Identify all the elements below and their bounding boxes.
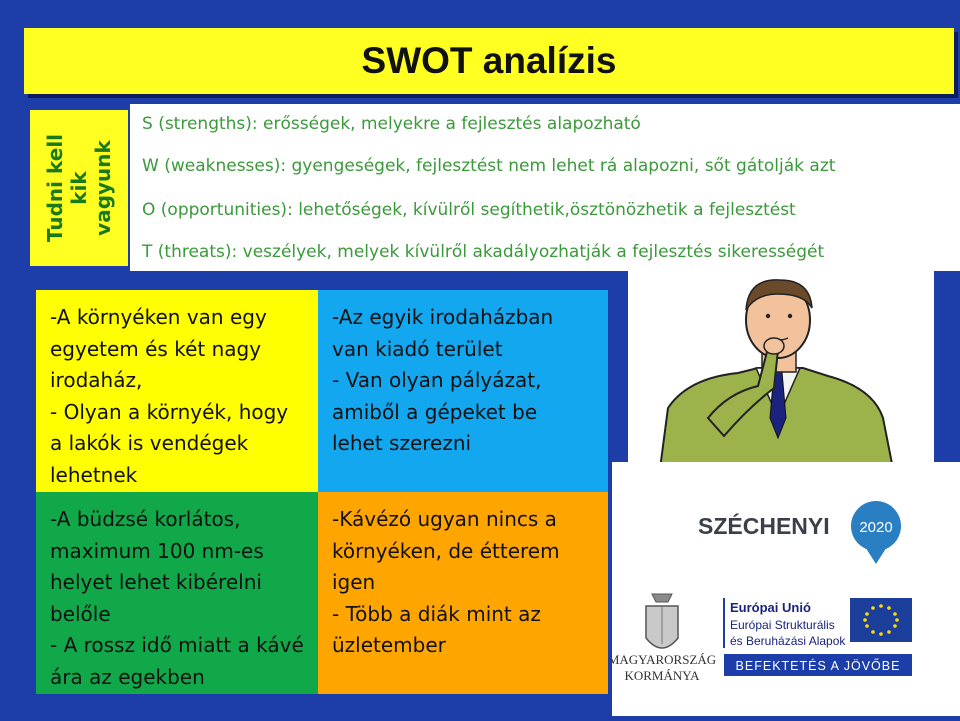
hungary-line2: KORMÁNYA — [624, 668, 700, 683]
strengths-definition: S (strengths): erősségek, melyekre a fejlesztés alapozható — [142, 114, 641, 134]
threats-quadrant — [318, 492, 608, 694]
strengths-quadrant — [36, 290, 318, 492]
thinking-man-illustration — [628, 268, 934, 484]
szechenyi-pin-tail — [862, 542, 890, 564]
eu-title: Európai Unió — [730, 600, 811, 615]
page-title: SWOT analízis — [361, 40, 617, 81]
opportunities-definition: O (opportunities): lehetőségek, kívülről segíthetik,ösztönözhetik a fejlesztést — [142, 200, 796, 220]
logos-svg — [612, 462, 960, 716]
weaknesses-text: -A büdzsé korlátos, maximum 100 nm-es helyet lehet kibérelni belőle - A rossz idő miatt a kávé ára az egekben — [50, 507, 304, 689]
eu-line2: Európai Strukturális — [730, 618, 835, 632]
eu-logo — [724, 598, 912, 676]
threats-text: -Kávézó ugyan nincs a környéken, de étterem igen - Több a diák mint az üzletember — [332, 507, 560, 657]
szechenyi-text: SZÉCHENYI — [698, 513, 830, 539]
funding-logos — [612, 462, 960, 716]
szechenyi-logo — [698, 501, 901, 564]
threats-definition: T (threats): veszélyek, melyek kívülről akadályozhatják a fejlesztés sikerességét — [142, 242, 825, 262]
strengths-text: -A környéken van egy egyetem és két nagy irodaház, - Olyan a környék, hogy a lakók is vendégek lehetnek — [50, 305, 289, 487]
side-label-line: vagyunk — [91, 140, 115, 236]
opportunities-text: -Az egyik irodaházban van kiadó terület - Van olyan pályázat, amiből a gépeket be lehet szerezni — [332, 305, 554, 455]
side-label-line: Tudni kell — [43, 133, 67, 243]
weaknesses-quadrant — [36, 492, 326, 694]
side-label-box — [30, 110, 128, 266]
hungary-line1: MAGYARORSZÁG — [612, 652, 717, 667]
swot-definitions — [130, 104, 960, 271]
szechenyi-year: 2020 — [859, 519, 893, 536]
eu-line3: és Beruházási Alapok — [730, 634, 846, 648]
thinking-man-icon — [628, 268, 934, 484]
title-banner — [24, 28, 954, 94]
hungary-government-logo — [612, 594, 716, 683]
weaknesses-definition: W (weaknesses): gyengeségek, fejlesztést nem lehet rá alapozni, sőt gátolják azt — [142, 156, 836, 176]
opportunities-quadrant — [318, 290, 608, 492]
invest-text: BEFEKTETÉS A JÖVŐBE — [735, 659, 901, 673]
side-label-line: kik — [67, 171, 91, 205]
side-label — [43, 113, 115, 263]
